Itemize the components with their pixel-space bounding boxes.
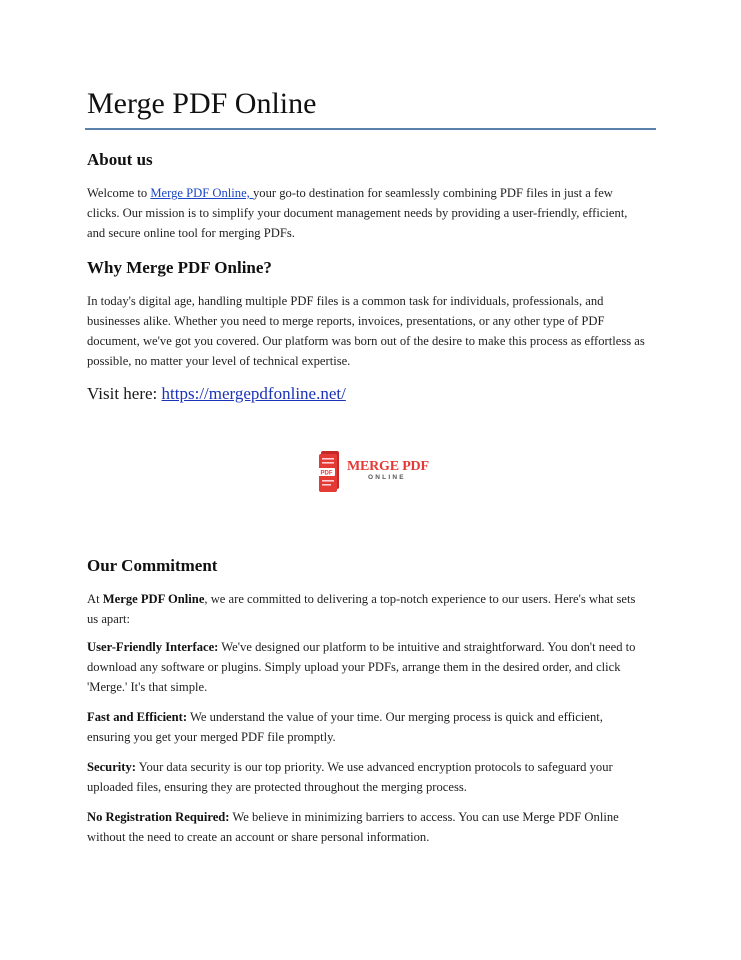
commitment-heading: Our Commitment bbox=[87, 556, 218, 575]
about-heading: About us bbox=[87, 150, 153, 169]
about-text-after: your go-to destination for seamlessly combining PDF files in just a few clicks. Our mission is to simplify your document management needs by providing a user-friendly, efficient, and secure online tool for merging PDFs. bbox=[87, 186, 628, 240]
feature-text: We understand the value of your time. Our merging process is quick and efficient, ensuring you get your merged PDF file promptly. bbox=[87, 710, 603, 744]
feature-text: We've designed our platform to be intuitive and straightforward. You don't need to download any software or plugins. Simply upload your PDFs, arrange them in the desired order, and click 'Merge.' It's that simple. bbox=[87, 640, 636, 694]
feature-text: Your data security is our top priority. We use advanced encryption protocols to safeguard your uploaded files, ensuring they are protected throughout the merging process. bbox=[87, 760, 613, 794]
commitment-intro-before: At bbox=[87, 592, 103, 606]
about-text-before: Welcome to bbox=[87, 186, 151, 200]
visit-label: Visit here: bbox=[87, 384, 162, 403]
feature-title: User-Friendly Interface: bbox=[87, 640, 219, 654]
merge-pdf-online-link[interactable]: Merge PDF Online, bbox=[150, 186, 253, 200]
visit-line bbox=[87, 383, 346, 405]
website-link[interactable]: https://mergepdfonline.net/ bbox=[161, 384, 346, 403]
merge-pdf-logo bbox=[318, 450, 448, 494]
pdf-badge-label: PDF bbox=[320, 470, 333, 477]
feature-title: No Registration Required: bbox=[87, 810, 230, 824]
feature-text: We believe in minimizing barriers to access. You can use Merge PDF Online without the need to create an account or share personal information. bbox=[87, 810, 619, 844]
feature-title: Fast and Efficient: bbox=[87, 710, 188, 724]
commitment-intro bbox=[87, 589, 647, 629]
about-paragraph bbox=[87, 183, 647, 243]
why-heading: Why Merge PDF Online? bbox=[87, 258, 272, 277]
logo-title: MERGE PDF bbox=[347, 459, 429, 474]
pdf-document-icon bbox=[318, 450, 342, 492]
feature-title: Security: bbox=[87, 760, 136, 774]
commitment-intro-after: , we are committed to delivering a top-notch experience to our users. Here's what sets us apart: bbox=[87, 592, 636, 626]
logo-subtitle: ONLINE bbox=[368, 474, 406, 481]
title-rule bbox=[85, 128, 656, 130]
commitment-intro-brand: Merge PDF Online bbox=[102, 592, 205, 606]
why-paragraph: In today's digital age, handling multiple PDF files is a common task for individuals, professionals, and businesses alike. Whether you need to merge reports, invoices, presentations, or any other type of PDF document, we've got you covered. Our platform was born out of the desire to make this process as effortless as possible, no matter your level of technical expertise. bbox=[87, 294, 645, 368]
feature-user-friendly bbox=[87, 637, 647, 697]
feature-fast-efficient bbox=[87, 707, 647, 747]
feature-no-registration bbox=[87, 807, 647, 847]
page-title: Merge PDF Online bbox=[87, 87, 317, 120]
feature-security bbox=[87, 757, 647, 797]
